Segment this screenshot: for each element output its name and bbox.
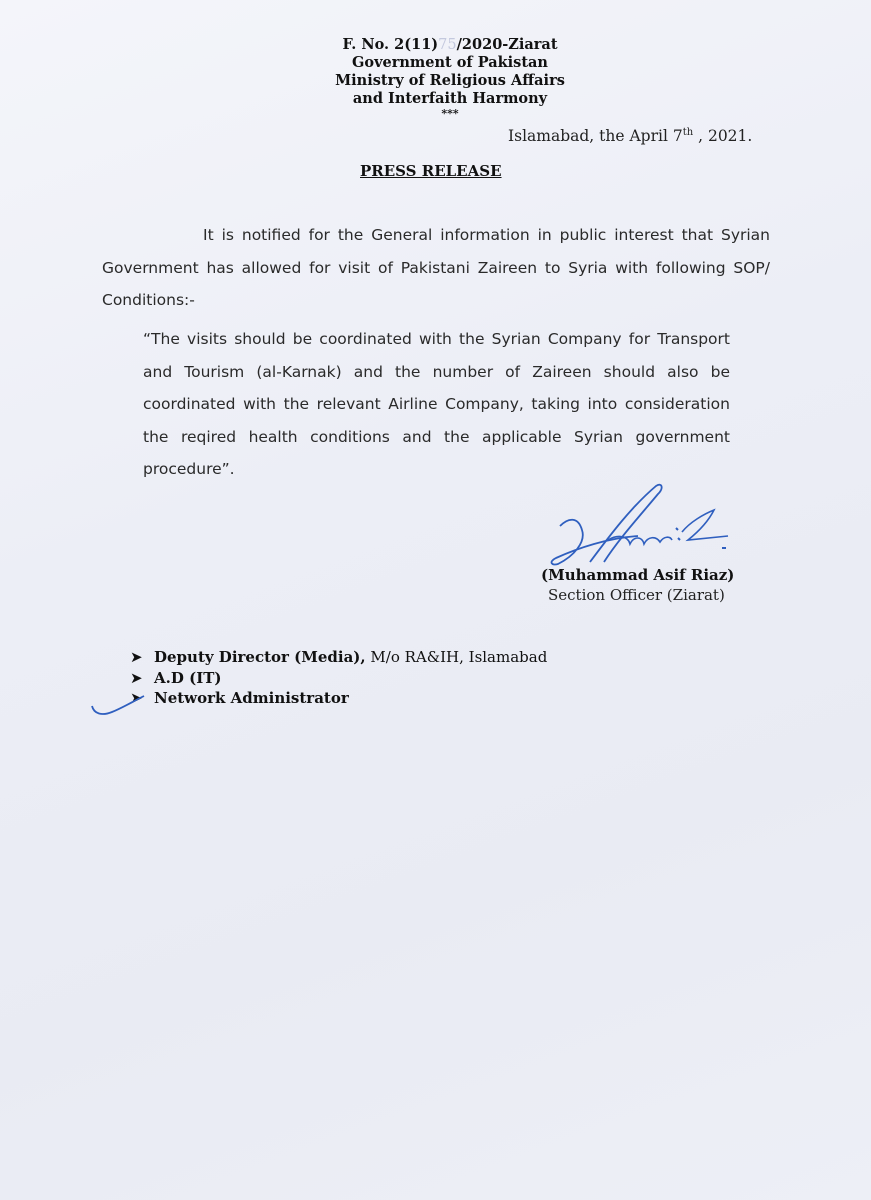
copy-to-list [130,647,547,709]
signatory-name: (Muhammad Asif Riaz) [541,566,735,584]
press-release-title: PRESS RELEASE [360,162,502,180]
body-paragraph-2: “The visits should be coordinated with the Syrian Company for Transport and Tourism (al-Karnak) and the number of Zaireen should also be coordinated with the relevant Airline Company, taking into consideration the reqired health conditions and the applicable Syrian government procedure”. [143,330,730,478]
header-stars: *** [441,107,459,120]
ministry-heading-2: and Interfaith Harmony [352,90,548,107]
list-item: ➤ A.D (IT) [130,668,222,687]
government-heading: Government of Pakistan [352,54,548,71]
check-mark-icon [88,694,148,720]
ministry-heading: Ministry of Religious Affairs [335,72,565,89]
arrow-bullet-icon: ➤ [130,648,143,666]
date-line: Islamabad, the April 7th , 2021. [508,127,753,146]
body-paragraph-1: It is notified for the General information in public interest that Syrian Government has allowed for visit of Pakistani Zaireen to Syria with following SOP/ Conditions:- [102,226,770,309]
arrow-bullet-icon: ➤ [130,668,143,687]
list-item: ➤ Network Administrator [130,689,349,707]
signatory-designation: Section Officer (Ziarat) [548,586,725,604]
signature-icon [538,478,738,578]
list-item: ➤ Deputy Director (Media), M/o RA&IH, Islamabad [130,648,548,666]
file-number: F. No. 2(11)75/2020-Ziarat [342,36,558,53]
arrow-bullet-icon: ➤ [130,689,143,707]
faded-digits: 75 [438,37,457,53]
